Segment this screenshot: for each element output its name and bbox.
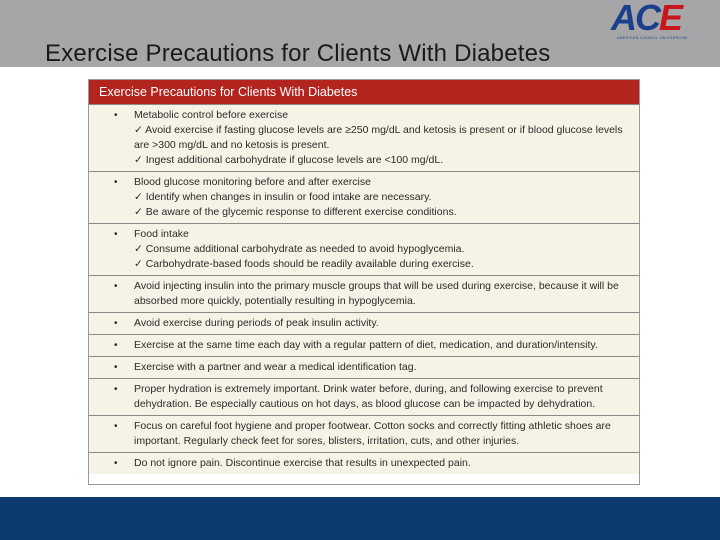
table-row xyxy=(89,312,639,334)
row-subitem xyxy=(134,242,633,257)
checkmark-icon: ✓ xyxy=(134,206,146,218)
checkmark-icon: ✓ xyxy=(134,258,146,270)
table-row xyxy=(89,104,639,171)
row-text: Food intake xyxy=(134,228,189,240)
table-row xyxy=(89,275,639,312)
row-subitem xyxy=(134,190,633,205)
table-header: Exercise Precautions for Clients With Diabetes xyxy=(89,80,639,104)
table-row xyxy=(89,415,639,452)
subitem-text: Carbohydrate-based foods should be readily available during exercise. xyxy=(145,258,474,270)
checkmark-icon: ✓ xyxy=(134,124,146,136)
bullet-icon: • xyxy=(114,281,118,292)
checkmark-icon: ✓ xyxy=(134,191,146,203)
subitem-text: Be aware of the glycemic response to different exercise conditions. xyxy=(145,206,457,218)
ace-logo xyxy=(611,0,715,44)
bullet-icon: • xyxy=(114,110,118,121)
bullet-icon: • xyxy=(114,229,118,240)
checkmark-icon: ✓ xyxy=(134,154,146,166)
bullet-icon: • xyxy=(114,384,118,395)
bullet-icon: • xyxy=(114,340,118,351)
slide-title: Exercise Precautions for Clients With Diabetes xyxy=(45,40,551,67)
subitem-text: Identify when changes in insulin or food intake are necessary. xyxy=(145,191,432,203)
row-text: Do not ignore pain. Discontinue exercise that results in unexpected pain. xyxy=(134,457,471,469)
row-text: Avoid exercise during periods of peak insulin activity. xyxy=(134,317,379,329)
table-row xyxy=(89,334,639,356)
table-row xyxy=(89,223,639,275)
row-subitem xyxy=(134,153,633,168)
checkmark-icon: ✓ xyxy=(134,243,146,255)
ace-logo-mark: ACE xyxy=(611,0,682,38)
table-body xyxy=(89,104,639,474)
table-row xyxy=(89,356,639,378)
row-text: Exercise with a partner and wear a medical identification tag. xyxy=(134,361,417,373)
ace-logo-subtext: AMERICAN COUNCIL ON EXERCISE xyxy=(617,36,689,40)
bullet-icon: • xyxy=(114,318,118,329)
table-row xyxy=(89,171,639,223)
bullet-icon: • xyxy=(114,458,118,469)
row-text: Exercise at the same time each day with a regular pattern of diet, medication, and duration/intensity. xyxy=(134,339,598,351)
subitem-text: Avoid exercise if fasting glucose levels are ≥250 mg/dL and ketosis is present or if blood glucose levels are >300 mg/dL and no ketosis is present. xyxy=(134,124,623,151)
subitem-text: Consume additional carbohydrate as needed to avoid hypoglycemia. xyxy=(145,243,465,255)
precautions-table xyxy=(88,79,640,485)
row-subitem xyxy=(134,257,633,272)
row-text: Avoid injecting insulin into the primary muscle groups that will be used during exercise, because it will be absorbed more quickly, potentially resulting in hypoglycemia. xyxy=(134,280,619,307)
bullet-icon: • xyxy=(114,362,118,373)
table-row xyxy=(89,452,639,474)
row-subitem xyxy=(134,205,633,220)
footer-band xyxy=(0,497,720,540)
table-row xyxy=(89,378,639,415)
row-text: Blood glucose monitoring before and after exercise xyxy=(134,176,371,188)
subitem-text: Ingest additional carbohydrate if glucose levels are <100 mg/dL. xyxy=(145,154,444,166)
row-text: Proper hydration is extremely important. Drink water before, during, and following exercise to prevent dehydration. Be especially cautious on hot days, as blood glucose can be impacted by dehydration. xyxy=(134,383,603,410)
row-subitem xyxy=(134,123,633,153)
bullet-icon: • xyxy=(114,177,118,188)
row-text: Metabolic control before exercise xyxy=(134,109,289,121)
bullet-icon: • xyxy=(114,421,118,432)
row-text: Focus on careful foot hygiene and proper footwear. Cotton socks and correctly fitting athletic shoes are important. Regularly check feet for sores, blisters, irritation, cuts, and other injuries. xyxy=(134,420,611,447)
